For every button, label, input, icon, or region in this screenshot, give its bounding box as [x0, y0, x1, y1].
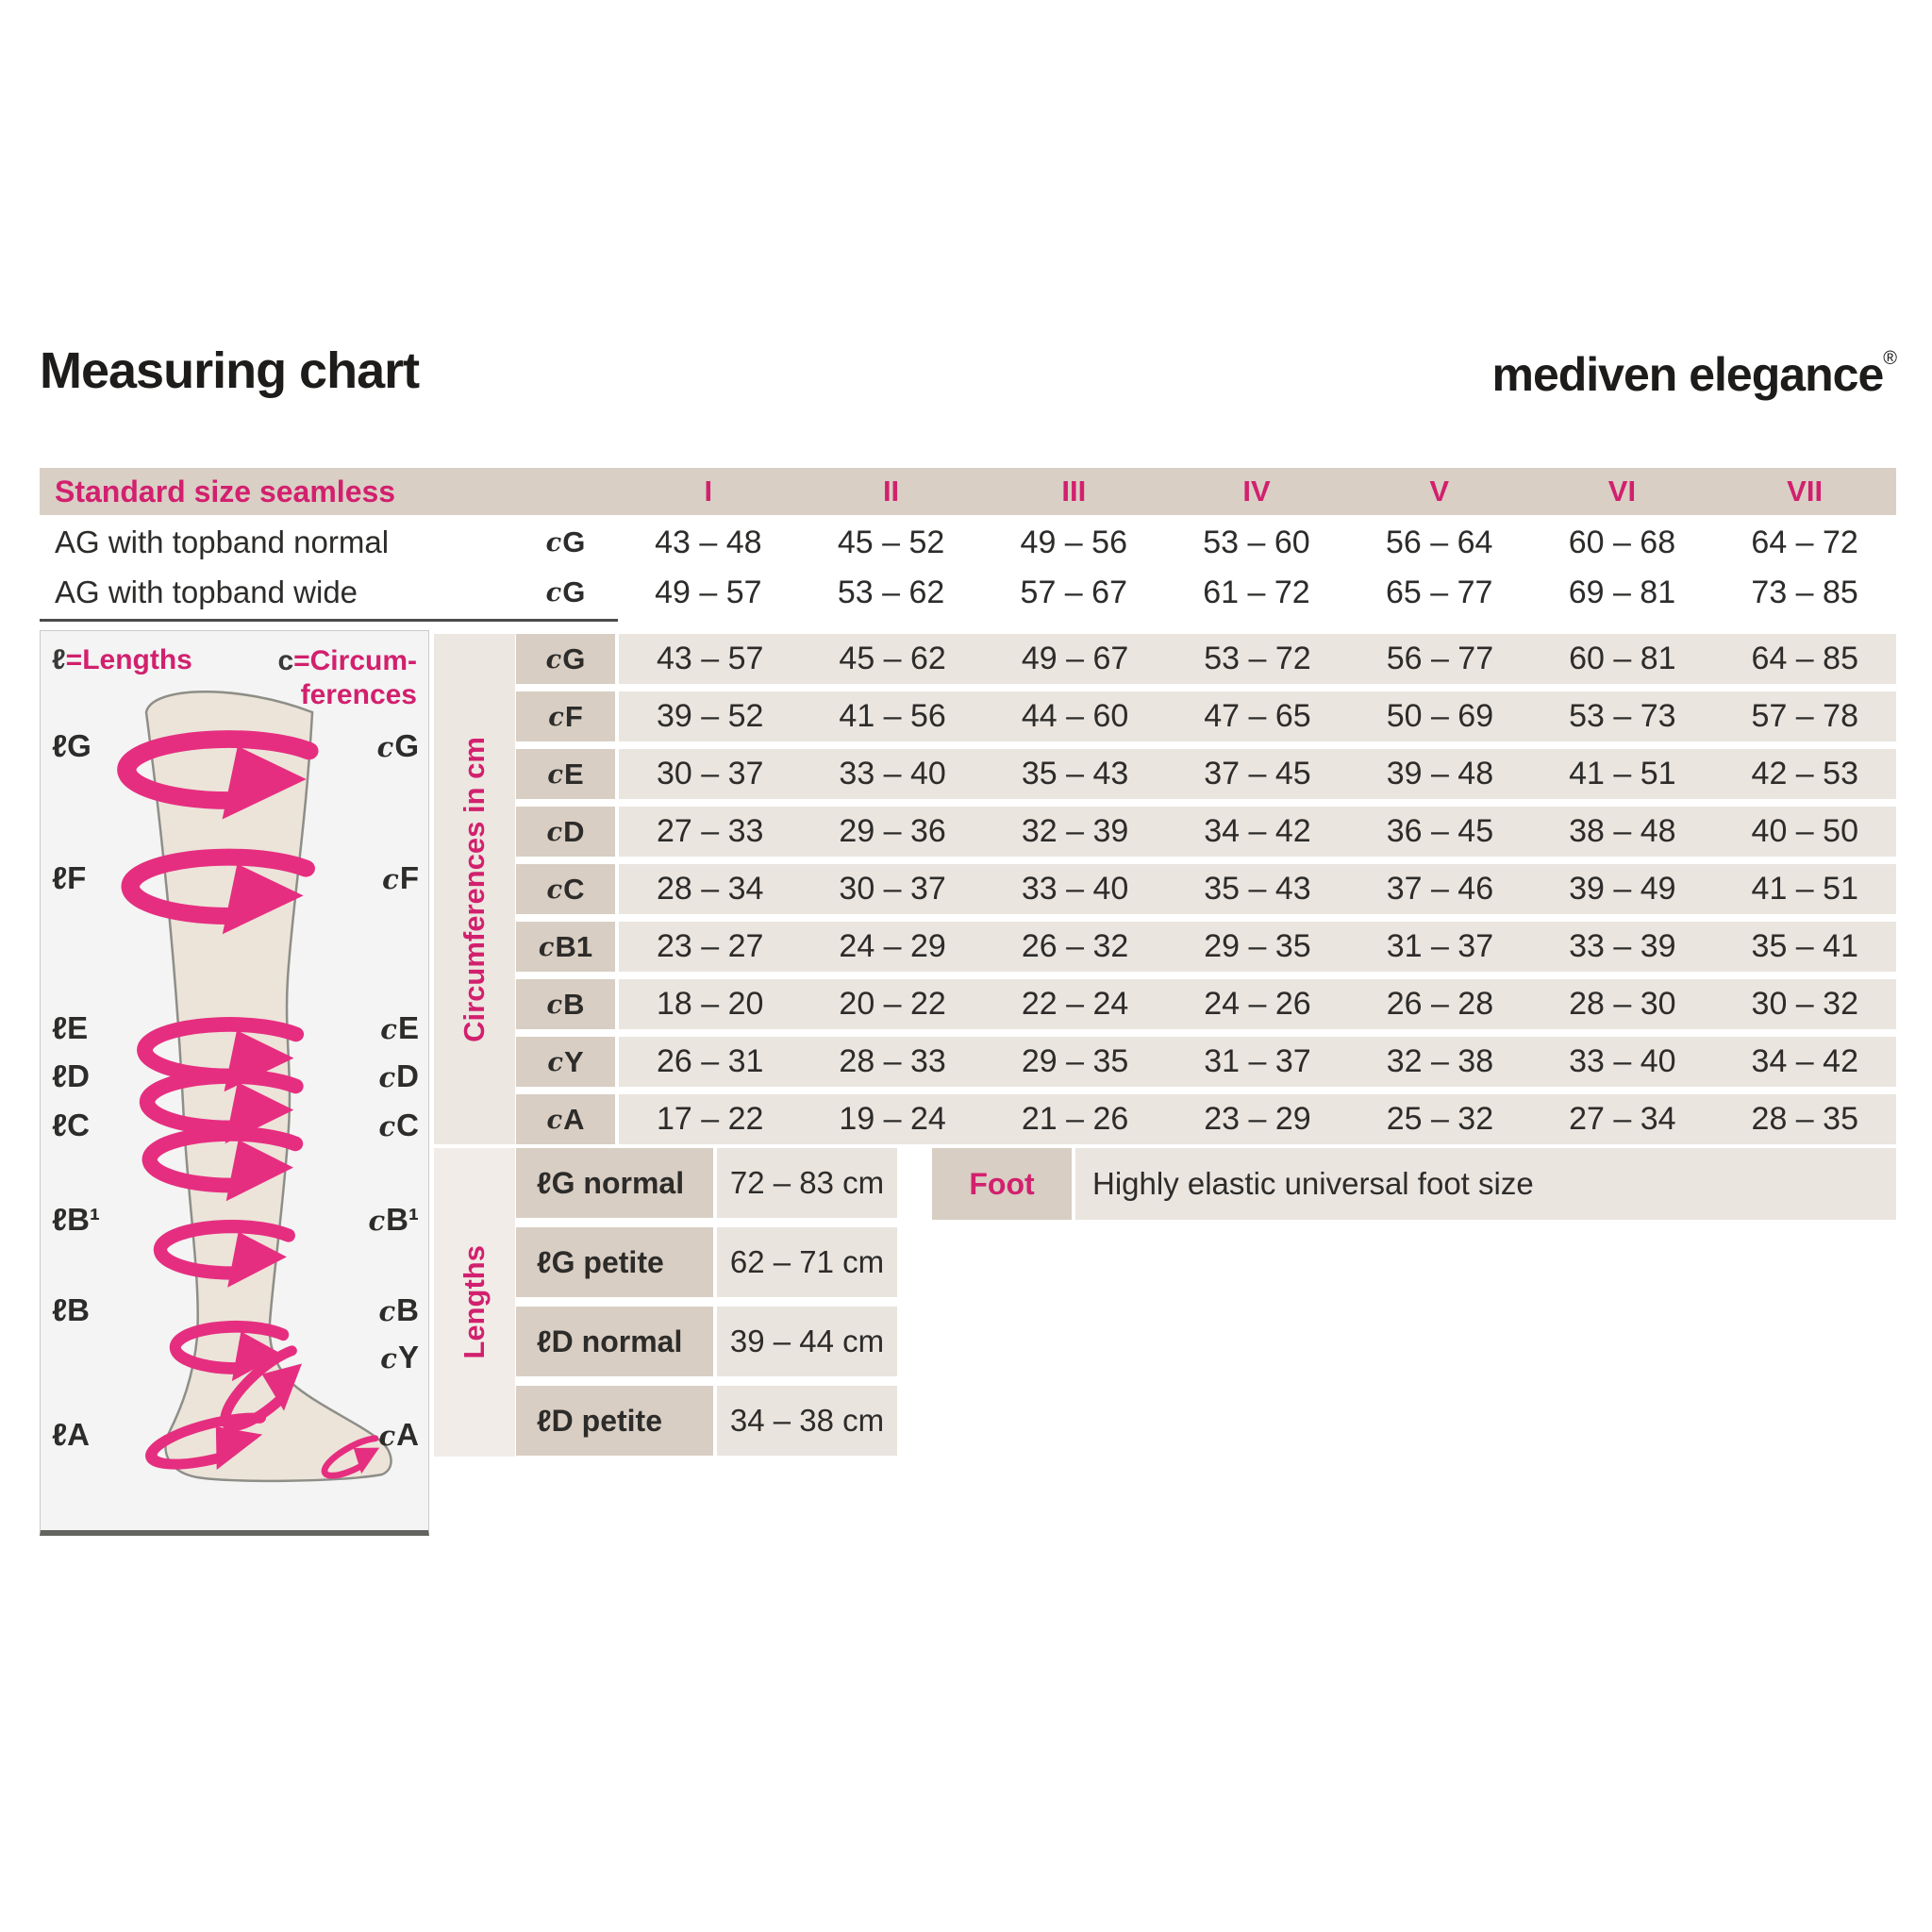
measure-label: c E — [516, 749, 615, 799]
column-header: I — [704, 475, 713, 508]
legend-lengths: ℓ=Lengths — [52, 644, 192, 675]
circumference-row — [516, 691, 1896, 741]
size-range-cell: 35 – 43 — [1204, 871, 1311, 907]
size-range-cell: 57 – 67 — [1020, 574, 1127, 610]
legend-circumferences: c=Circum- ferences — [277, 645, 417, 710]
size-range-cell: 24 – 29 — [839, 928, 946, 964]
measure-label: c G — [545, 575, 586, 608]
length-marker: ℓA — [52, 1417, 90, 1452]
column-header: II — [882, 475, 900, 508]
size-range-cell: 45 – 62 — [839, 641, 946, 676]
size-range-cell: 69 – 81 — [1568, 574, 1676, 610]
size-range-cell: 53 – 73 — [1569, 698, 1676, 734]
measure-label: c F — [516, 691, 615, 741]
circumference-marker: cG — [376, 728, 419, 763]
size-range-cell: 56 – 64 — [1385, 524, 1493, 560]
size-range-cell: 49 – 56 — [1020, 524, 1127, 560]
size-range-cell: 53 – 62 — [837, 574, 945, 610]
size-range-cell: 60 – 68 — [1568, 524, 1676, 560]
leg-illustration — [41, 631, 428, 1529]
length-value: 34 – 38 cm — [717, 1386, 897, 1456]
size-range-cell: 35 – 41 — [1751, 928, 1858, 964]
column-header: VI — [1607, 475, 1637, 508]
circumference-marker: cF — [382, 860, 419, 895]
circumference-marker: cB — [378, 1292, 419, 1327]
circumference-row — [516, 979, 1896, 1029]
table-header-label: Standard size seamless — [55, 474, 396, 508]
size-range-cell: 47 – 65 — [1204, 698, 1311, 734]
measure-label: c B1 — [516, 922, 615, 972]
size-range-cell: 43 – 57 — [656, 641, 764, 676]
circumference-axis-label: Circumferences in cm — [458, 736, 491, 1042]
row-label: AG with topband wide — [55, 575, 358, 609]
size-range-cell: 28 – 30 — [1569, 986, 1676, 1022]
size-range-cell: 50 – 69 — [1386, 698, 1494, 734]
length-row — [516, 1227, 897, 1297]
ag-row — [40, 521, 1896, 564]
size-range-cell: 23 – 27 — [656, 928, 764, 964]
length-row — [516, 1307, 897, 1376]
size-range-cell: 26 – 31 — [656, 1043, 764, 1079]
size-range-cell: 31 – 37 — [1386, 928, 1494, 964]
foot-description: Highly elastic universal foot size — [1075, 1148, 1896, 1220]
length-marker: ℓB¹ — [52, 1202, 100, 1237]
size-range-cell: 53 – 60 — [1203, 524, 1310, 560]
circumference-marker: cA — [378, 1417, 419, 1452]
size-range-cell: 20 – 22 — [839, 986, 946, 1022]
size-range-cell: 49 – 67 — [1021, 641, 1129, 676]
size-range-cell: 32 – 39 — [1021, 813, 1129, 849]
length-label: ℓ G petite — [516, 1227, 713, 1297]
size-range-cell: 26 – 28 — [1386, 986, 1494, 1022]
column-header: V — [1429, 475, 1450, 508]
size-range-cell: 17 – 22 — [656, 1101, 764, 1137]
length-label: ℓ G normal — [516, 1148, 713, 1218]
measure-label: c G — [516, 634, 615, 684]
size-range-cell: 34 – 42 — [1204, 813, 1311, 849]
length-row — [516, 1148, 897, 1218]
size-range-cell: 38 – 48 — [1569, 813, 1676, 849]
circumference-row — [516, 749, 1896, 799]
size-range-cell: 32 – 38 — [1386, 1043, 1494, 1079]
foot-label: Foot — [932, 1148, 1072, 1220]
size-range-cell: 23 – 29 — [1204, 1101, 1311, 1137]
size-range-cell: 60 – 81 — [1569, 641, 1676, 676]
size-range-cell: 65 – 77 — [1385, 574, 1493, 610]
row-label: AG with topband normal — [55, 525, 390, 559]
page-title: Measuring chart — [40, 342, 420, 399]
length-label: ℓ D normal — [516, 1307, 713, 1376]
size-range-cell: 30 – 37 — [839, 871, 946, 907]
size-range-cell: 19 – 24 — [839, 1101, 946, 1137]
size-range-cell: 39 – 49 — [1569, 871, 1676, 907]
measure-label: c B — [516, 979, 615, 1029]
size-range-cell: 39 – 48 — [1386, 756, 1494, 791]
circumference-row — [516, 634, 1896, 684]
length-value: 39 – 44 cm — [717, 1307, 897, 1376]
size-range-cell: 42 – 53 — [1751, 756, 1858, 791]
size-range-cell: 28 – 35 — [1751, 1101, 1858, 1137]
size-range-cell: 45 – 52 — [837, 524, 945, 560]
c-glyph: c — [545, 527, 562, 558]
size-range-cell: 40 – 50 — [1751, 813, 1858, 849]
size-range-cell: 24 – 26 — [1204, 986, 1311, 1022]
column-header: III — [1061, 475, 1087, 508]
size-range-cell: 41 – 51 — [1569, 756, 1676, 791]
measure-label: c A — [516, 1094, 615, 1144]
circumference-row — [516, 807, 1896, 857]
length-marker: ℓD — [52, 1058, 90, 1093]
size-range-cell: 21 – 26 — [1021, 1101, 1129, 1137]
circumference-row — [516, 922, 1896, 972]
size-range-cell: 64 – 85 — [1751, 641, 1858, 676]
circumference-marker: cC — [378, 1108, 419, 1142]
size-range-cell: 37 – 45 — [1204, 756, 1311, 791]
size-range-cell: 33 – 40 — [1021, 871, 1129, 907]
ag-row — [40, 571, 1896, 614]
size-range-cell: 41 – 51 — [1751, 871, 1858, 907]
c-glyph: c — [545, 577, 562, 608]
section-divider — [40, 619, 618, 622]
size-range-cell: 25 – 32 — [1386, 1101, 1494, 1137]
size-range-cell: 33 – 39 — [1569, 928, 1676, 964]
circumference-axis-strip — [434, 634, 515, 1144]
leg-measurement-diagram — [40, 630, 429, 1536]
circumference-row — [516, 1094, 1896, 1144]
circumference-row — [516, 1037, 1896, 1087]
length-marker: ℓE — [52, 1010, 89, 1045]
column-header: IV — [1242, 475, 1271, 508]
size-range-cell: 57 – 78 — [1751, 698, 1858, 734]
measure-label: c Y — [516, 1037, 615, 1087]
size-range-cell: 35 – 43 — [1021, 756, 1129, 791]
length-marker: ℓF — [52, 860, 87, 895]
size-range-cell: 34 – 42 — [1751, 1043, 1858, 1079]
size-range-cell: 22 – 24 — [1021, 986, 1129, 1022]
length-marker: ℓG — [52, 728, 92, 763]
brand-logo: mediven elegance® — [1491, 348, 1896, 401]
size-range-cell: 27 – 34 — [1569, 1101, 1676, 1137]
measure-label: c C — [516, 864, 615, 914]
circumference-marker: cY — [380, 1340, 419, 1374]
circumference-row — [516, 864, 1896, 914]
lengths-axis-label: Lengths — [458, 1245, 491, 1359]
measure-label: c G — [545, 525, 586, 558]
circumference-marker: cD — [378, 1058, 419, 1093]
size-range-cell: 30 – 32 — [1751, 986, 1858, 1022]
size-range-cell: 30 – 37 — [656, 756, 764, 791]
circumference-marker: cE — [380, 1010, 419, 1045]
size-range-cell: 49 – 57 — [655, 574, 762, 610]
size-range-cell: 36 – 45 — [1386, 813, 1494, 849]
length-value: 72 – 83 cm — [717, 1148, 897, 1218]
table-header-row — [40, 468, 1896, 515]
size-range-cell: 29 – 36 — [839, 813, 946, 849]
lengths-axis-strip — [434, 1148, 515, 1457]
size-range-cell: 33 – 40 — [839, 756, 946, 791]
size-range-cell: 64 – 72 — [1751, 524, 1858, 560]
size-range-cell: 29 – 35 — [1204, 928, 1311, 964]
registered-mark: ® — [1883, 348, 1896, 369]
size-range-cell: 27 – 33 — [656, 813, 764, 849]
circumference-marker: cB¹ — [368, 1202, 419, 1237]
size-range-cell: 28 – 33 — [839, 1043, 946, 1079]
size-column-headers — [617, 468, 1896, 515]
measure-label: c D — [516, 807, 615, 857]
size-range-cell: 37 – 46 — [1386, 871, 1494, 907]
size-range-cell: 39 – 52 — [656, 698, 764, 734]
size-range-cell: 43 – 48 — [655, 524, 762, 560]
size-range-cell: 33 – 40 — [1569, 1043, 1676, 1079]
length-label: ℓ D petite — [516, 1386, 713, 1456]
size-range-cell: 61 – 72 — [1203, 574, 1310, 610]
size-range-cell: 73 – 85 — [1751, 574, 1858, 610]
size-range-cell: 41 – 56 — [839, 698, 946, 734]
size-range-cell: 28 – 34 — [656, 871, 764, 907]
length-marker: ℓC — [52, 1108, 90, 1142]
size-range-cell: 56 – 77 — [1386, 641, 1494, 676]
size-range-cell: 29 – 35 — [1021, 1043, 1129, 1079]
length-marker: ℓB — [52, 1292, 90, 1327]
length-value: 62 – 71 cm — [717, 1227, 897, 1297]
column-header: VII — [1787, 475, 1824, 508]
length-row — [516, 1386, 897, 1456]
size-range-cell: 31 – 37 — [1204, 1043, 1311, 1079]
size-range-cell: 53 – 72 — [1204, 641, 1311, 676]
size-range-cell: 44 – 60 — [1021, 698, 1129, 734]
size-range-cell: 26 – 32 — [1021, 928, 1129, 964]
size-range-cell: 18 – 20 — [656, 986, 764, 1022]
